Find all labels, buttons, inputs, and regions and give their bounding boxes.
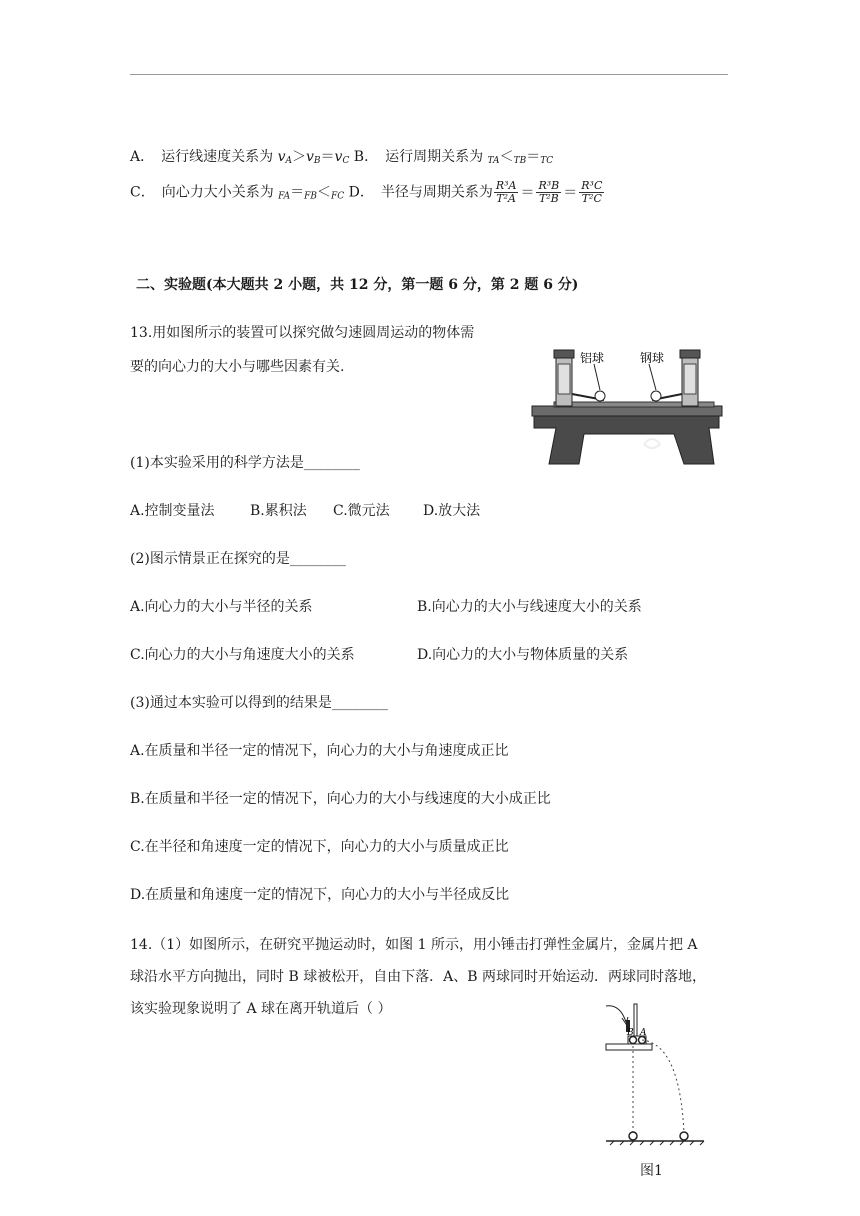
q13-part3: (3)通过本实验可以得到的结果是________ xyxy=(130,695,388,711)
q13-line2: 要的向心力的大小与哪些因素有关. xyxy=(130,359,345,375)
q13-part1-opt-c: C.微元法 xyxy=(333,503,390,519)
q13-part2-opt-d: D.向心力的大小与物体质量的关系 xyxy=(417,647,629,663)
q13-part2-opt-c: C.向心力的大小与角速度大小的关系 xyxy=(130,647,355,663)
option-line-ab: A． 运行线速度关系为 $v_A>v_B=v_C$ B． 运行周期关系为 $_{TA}<_{TB}=_{TC}$ xyxy=(130,149,554,166)
label-ball-b: B xyxy=(627,1028,634,1038)
q13-line1: 13.用如图所示的装置可以探究做匀速圆周运动的物体需 xyxy=(130,325,475,341)
section-title: 二、实验题(本大题共 2 小题，共 12 分，第一题 6 分，第 2 题 6 分) xyxy=(136,277,579,293)
fraction-a: $\frac{\text{R³A}}{\text{T²A}}$ xyxy=(495,179,517,205)
q13-part1-opt-d: D.放大法 xyxy=(423,503,481,519)
label-ball-a: A xyxy=(640,1028,647,1038)
q13-part1: (1)本实验采用的科学方法是________ xyxy=(130,455,360,471)
projectile-figure xyxy=(600,1000,710,1150)
q14-line1: 14.（1）如图所示，在研究平抛运动时，如图 1 所示，用小锤击打弹性金属片，金属片把 A xyxy=(130,937,698,953)
centripetal-apparatus-figure xyxy=(524,344,724,474)
q13-part3-opt-a: A.在质量和半径一定的情况下，向心力的大小与角速度成正比 xyxy=(130,743,509,759)
q13-part1-opt-b: B.累积法 xyxy=(250,503,307,519)
fraction-b: $\frac{\text{R³B}}{\text{T²B}}$ xyxy=(538,179,560,205)
figure-1-caption: 图1 xyxy=(640,1163,663,1179)
q13-part3-opt-b: B.在质量和半径一定的情况下，向心力的大小与线速度的大小成正比 xyxy=(130,791,551,807)
fraction-c: $\frac{\text{R³C}}{\text{T²C}}$ xyxy=(581,179,603,205)
header-rule xyxy=(130,74,728,75)
q13-part3-opt-d: D.在质量和角速度一定的情况下，向心力的大小与半径成反比 xyxy=(130,887,510,903)
q14-line2: 球沿水平方向抛出，同时 B 球被松开，自由下落．A、B 两球同时开始运动．两球同时落地， xyxy=(130,969,707,985)
q13-part3-opt-c: C.在半径和角速度一定的情况下，向心力的大小与质量成正比 xyxy=(130,839,509,855)
q14-line3: 该实验现象说明了 A 球在离开轨道后（ ） xyxy=(130,1001,392,1017)
q13-part2-opt-b: B.向心力的大小与线速度大小的关系 xyxy=(417,599,642,615)
q13-part2: (2)图示情景正在探究的是________ xyxy=(130,551,346,567)
q13-part1-opt-a: A.控制变量法 xyxy=(130,503,215,519)
option-line-cd: C． 向心力大小关系为 $_{FA}=_{FB}<_{FC}$ D． 半径与周期关系为 $\frac{\text{R³A}}{\text{T²A}}$ ＝ $\frac{\text{R³B}}{\text{T²B}}$ ＝ $\frac{\text{R³C}}{\text{T²C}}$ xyxy=(130,179,603,205)
label-steel-ball: 钢球 xyxy=(640,351,665,365)
label-aluminum-ball: 铝球 xyxy=(580,351,605,365)
q13-part2-opt-a: A.向心力的大小与半径的关系 xyxy=(130,599,313,615)
